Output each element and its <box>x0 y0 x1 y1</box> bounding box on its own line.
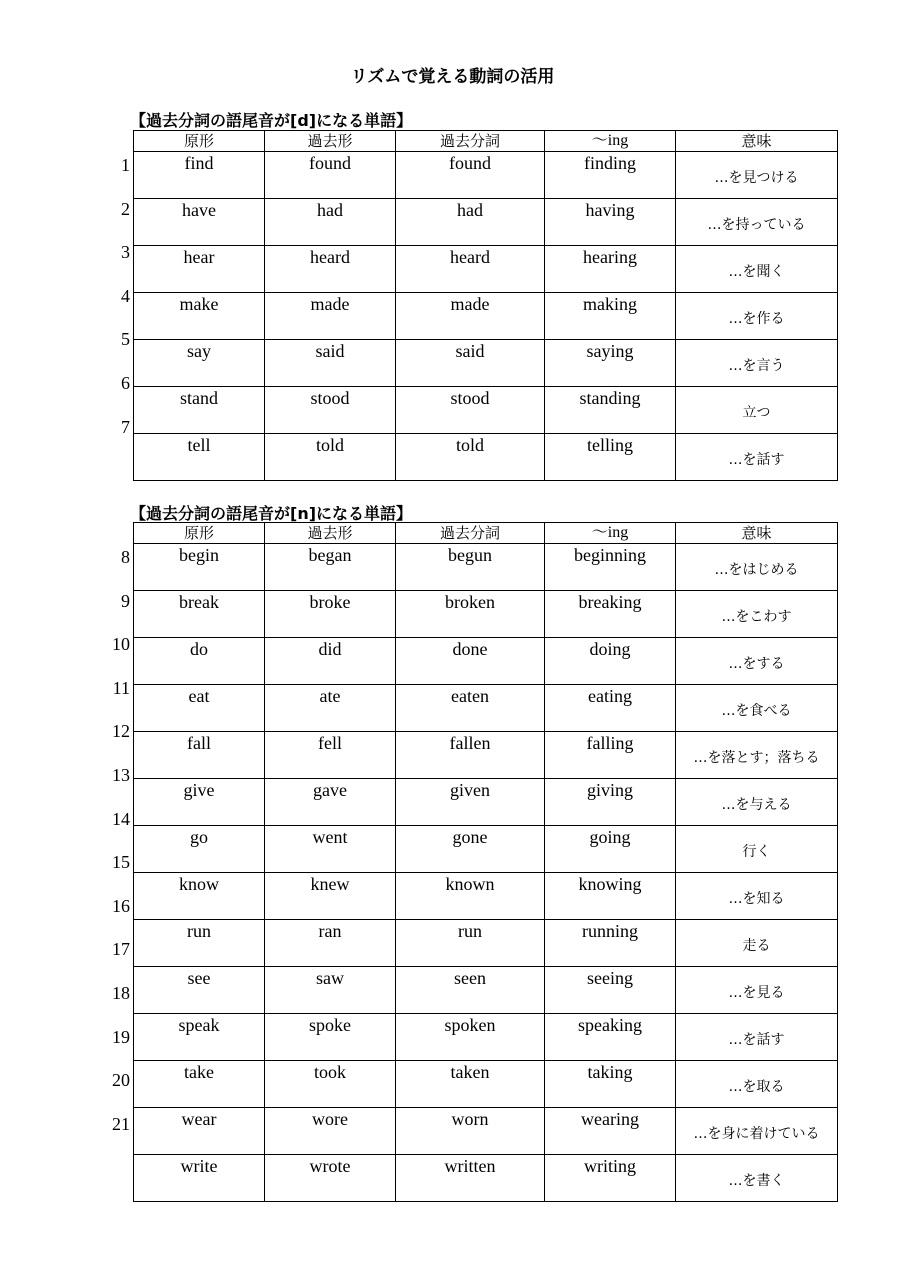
cell-past-form: had <box>265 199 396 246</box>
cell-ing-form: wearing <box>545 1108 676 1155</box>
cell-past-form: spoke <box>265 1014 396 1061</box>
cell-past-participle: taken <box>396 1061 545 1108</box>
cell-ing-form: standing <box>545 387 676 434</box>
cell-past-form: heard <box>265 246 396 293</box>
cell-past-form: saw <box>265 967 396 1014</box>
section-heading: 【過去分詞の語尾音が[d]になる単語】 <box>130 111 413 130</box>
verb-table <box>133 130 838 481</box>
cell-base-form: fall <box>134 732 265 779</box>
cell-past-participle: fallen <box>396 732 545 779</box>
cell-meaning: …を話す <box>676 434 838 481</box>
cell-meaning: …を身に着けている <box>676 1108 838 1155</box>
cell-ing-form: running <box>545 920 676 967</box>
cell-meaning: …をこわす <box>676 591 838 638</box>
cell-ing-form: breaking <box>545 591 676 638</box>
cell-past-participle: eaten <box>396 685 545 732</box>
cell-base-form: make <box>134 293 265 340</box>
table-row <box>134 920 838 967</box>
cell-base-form: say <box>134 340 265 387</box>
cell-meaning: …を言う <box>676 340 838 387</box>
cell-past-participle: made <box>396 293 545 340</box>
cell-base-form: find <box>134 152 265 199</box>
cell-meaning: 走る <box>676 920 838 967</box>
cell-ing-form: doing <box>545 638 676 685</box>
cell-past-participle: run <box>396 920 545 967</box>
cell-past-form: fell <box>265 732 396 779</box>
cell-meaning: …を食べる <box>676 685 838 732</box>
row-number: 10 <box>112 634 130 655</box>
table-row <box>134 826 838 873</box>
row-number: 17 <box>112 939 130 960</box>
row-number: 20 <box>112 1070 130 1091</box>
cell-ing-form: telling <box>545 434 676 481</box>
table-row <box>134 1155 838 1202</box>
row-number: 2 <box>121 198 130 219</box>
cell-past-participle: gone <box>396 826 545 873</box>
table-row <box>134 779 838 826</box>
table-row <box>134 591 838 638</box>
cell-base-form: begin <box>134 544 265 591</box>
cell-ing-form: seeing <box>545 967 676 1014</box>
cell-ing-form: hearing <box>545 246 676 293</box>
cell-ing-form: falling <box>545 732 676 779</box>
cell-base-form: stand <box>134 387 265 434</box>
cell-past-form: began <box>265 544 396 591</box>
table-row <box>134 1014 838 1061</box>
table-row <box>134 1108 838 1155</box>
row-number: 15 <box>112 852 130 873</box>
cell-ing-form: speaking <box>545 1014 676 1061</box>
row-number: 19 <box>112 1026 130 1047</box>
cell-base-form: know <box>134 873 265 920</box>
row-number: 9 <box>121 590 130 611</box>
cell-ing-form: knowing <box>545 873 676 920</box>
table-row <box>134 293 838 340</box>
table-row <box>134 199 838 246</box>
table-row <box>134 340 838 387</box>
cell-meaning: …を話す <box>676 1014 838 1061</box>
column-header-ing-form: ～ing <box>545 523 676 544</box>
cell-base-form: tell <box>134 434 265 481</box>
cell-past-participle: done <box>396 638 545 685</box>
cell-meaning: …をはじめる <box>676 544 838 591</box>
column-header-past-form: 過去形 <box>265 131 396 152</box>
cell-past-form: ran <box>265 920 396 967</box>
row-number: 18 <box>112 983 130 1003</box>
cell-past-form: found <box>265 152 396 199</box>
cell-base-form: hear <box>134 246 265 293</box>
cell-past-participle: known <box>396 873 545 920</box>
cell-past-form: wrote <box>265 1155 396 1202</box>
column-header-base-form: 原形 <box>134 131 265 152</box>
table-row <box>134 544 838 591</box>
row-number: 3 <box>121 242 130 263</box>
row-number: 8 <box>121 547 130 567</box>
cell-meaning: …を取る <box>676 1061 838 1108</box>
row-number: 6 <box>121 373 130 393</box>
column-header-meaning: 意味 <box>676 523 838 544</box>
cell-past-participle: worn <box>396 1108 545 1155</box>
row-number: 11 <box>112 677 130 698</box>
column-header-ing-form: ～ing <box>545 131 676 152</box>
cell-ing-form: taking <box>545 1061 676 1108</box>
cell-base-form: take <box>134 1061 265 1108</box>
cell-ing-form: going <box>545 826 676 873</box>
row-number: 12 <box>112 721 130 742</box>
cell-ing-form: finding <box>545 152 676 199</box>
cell-base-form: go <box>134 826 265 873</box>
cell-ing-form: giving <box>545 779 676 826</box>
cell-ing-form: beginning <box>545 544 676 591</box>
table-row <box>134 967 838 1014</box>
row-number: 5 <box>121 329 130 350</box>
cell-meaning: …を作る <box>676 293 838 340</box>
column-header-past-form: 過去形 <box>265 523 396 544</box>
cell-past-participle: given <box>396 779 545 826</box>
table-row <box>134 434 838 481</box>
cell-base-form: speak <box>134 1014 265 1061</box>
row-number: 4 <box>121 285 130 306</box>
row-number: 14 <box>112 808 130 829</box>
cell-base-form: wear <box>134 1108 265 1155</box>
column-header-base-form: 原形 <box>134 523 265 544</box>
cell-past-participle: had <box>396 199 545 246</box>
row-number: 21 <box>112 1113 130 1134</box>
cell-ing-form: having <box>545 199 676 246</box>
cell-past-participle: told <box>396 434 545 481</box>
cell-meaning: …を持っている <box>676 199 838 246</box>
cell-past-participle: seen <box>396 967 545 1014</box>
cell-meaning: 行く <box>676 826 838 873</box>
cell-ing-form: making <box>545 293 676 340</box>
cell-past-form: said <box>265 340 396 387</box>
cell-meaning: …を落とす；落ちる <box>676 732 838 779</box>
cell-past-participle: said <box>396 340 545 387</box>
table-row <box>134 246 838 293</box>
cell-past-participle: stood <box>396 387 545 434</box>
table-row <box>134 732 838 779</box>
cell-meaning: 立つ <box>676 387 838 434</box>
cell-past-form: did <box>265 638 396 685</box>
table-row <box>134 638 838 685</box>
cell-past-form: made <box>265 293 396 340</box>
row-number: 16 <box>112 895 130 916</box>
cell-past-participle: heard <box>396 246 545 293</box>
cell-past-participle: broken <box>396 591 545 638</box>
cell-past-form: went <box>265 826 396 873</box>
cell-past-participle: spoken <box>396 1014 545 1061</box>
verb-table <box>133 522 838 1202</box>
cell-meaning: …を知る <box>676 873 838 920</box>
cell-base-form: have <box>134 199 265 246</box>
cell-ing-form: saying <box>545 340 676 387</box>
page-title: リズムで覚える動詞の活用 <box>350 67 555 87</box>
table-row <box>134 152 838 199</box>
cell-ing-form: writing <box>545 1155 676 1202</box>
cell-base-form: do <box>134 638 265 685</box>
table-row <box>134 1061 838 1108</box>
cell-past-participle: found <box>396 152 545 199</box>
cell-meaning: …を見つける <box>676 152 838 199</box>
table-row <box>134 873 838 920</box>
cell-ing-form: eating <box>545 685 676 732</box>
cell-base-form: run <box>134 920 265 967</box>
cell-base-form: eat <box>134 685 265 732</box>
cell-base-form: give <box>134 779 265 826</box>
cell-base-form: break <box>134 591 265 638</box>
cell-meaning: …を聞く <box>676 246 838 293</box>
column-header-past-participle: 過去分詞 <box>396 523 545 544</box>
cell-past-form: gave <box>265 779 396 826</box>
cell-past-form: ate <box>265 685 396 732</box>
row-number: 7 <box>121 416 130 437</box>
section-heading: 【過去分詞の語尾音が[n]になる単語】 <box>130 504 413 523</box>
cell-past-form: knew <box>265 873 396 920</box>
cell-meaning: …をする <box>676 638 838 685</box>
cell-past-participle: begun <box>396 544 545 591</box>
cell-meaning: …を見る <box>676 967 838 1014</box>
table-row <box>134 685 838 732</box>
cell-past-participle: written <box>396 1155 545 1202</box>
cell-past-form: wore <box>265 1108 396 1155</box>
cell-base-form: write <box>134 1155 265 1202</box>
cell-past-form: told <box>265 434 396 481</box>
column-header-meaning: 意味 <box>676 131 838 152</box>
column-header-past-participle: 過去分詞 <box>396 131 545 152</box>
cell-past-form: broke <box>265 591 396 638</box>
cell-base-form: see <box>134 967 265 1014</box>
table-row <box>134 387 838 434</box>
cell-meaning: …を与える <box>676 779 838 826</box>
cell-meaning: …を書く <box>676 1155 838 1202</box>
row-number: 1 <box>121 155 130 175</box>
row-number: 13 <box>112 765 130 785</box>
cell-past-form: stood <box>265 387 396 434</box>
cell-past-form: took <box>265 1061 396 1108</box>
